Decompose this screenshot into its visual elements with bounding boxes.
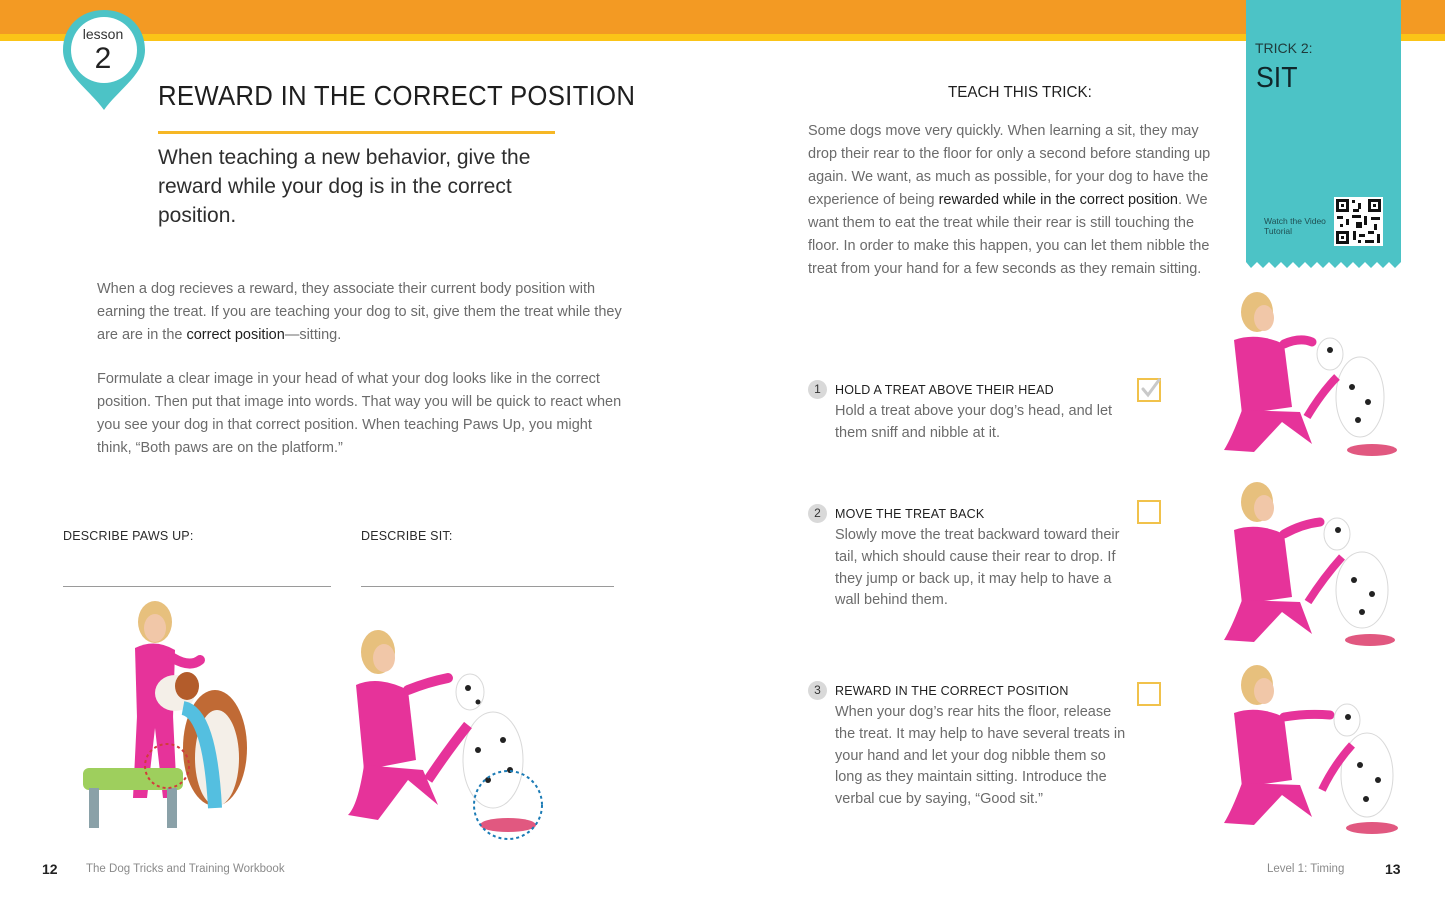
describe-paws-up-label: DESCRIBE PAWS UP: (63, 529, 194, 543)
video-tutorial-note: Watch the Video Tutorial (1264, 216, 1326, 236)
paws-up-photo (75, 598, 265, 843)
step-description-3: When your dog’s rear hits the floor, release the treat. It may help to have several treats in your hand and let your dog nibble them so long as they maintain sitting. Introduce the verbal cue by saying, “Good sit.” (835, 704, 1126, 808)
step-title-1: HOLD A TREAT ABOVE THEIR HEAD (835, 383, 1054, 397)
qr-code-icon[interactable] (1334, 197, 1383, 246)
top-yellow-stripe (0, 34, 1445, 41)
page-number-right: 13 (1385, 861, 1401, 877)
step-3-photo (1212, 665, 1427, 840)
step-number-1: 1 (808, 380, 827, 399)
teach-heading: TEACH THIS TRICK: (948, 84, 1092, 101)
lesson-number: 2 (94, 42, 112, 75)
footer-book-title: The Dog Tricks and Training Workbook (86, 863, 285, 875)
step-number-2: 2 (808, 504, 827, 523)
step-description-2: Slowly move the treat backward toward their tail, which should cause their rear to drop. If they jump or back up, it may help to have a wall behind them. (835, 527, 1120, 609)
sit-photo (328, 630, 558, 845)
page-title: REWARD IN THE CORRECT POSITION (158, 80, 636, 111)
step-title-2: MOVE THE TREAT BACK (835, 507, 985, 521)
trick-name: SIT (1256, 62, 1298, 94)
step-title-3: REWARD IN THE CORRECT POSITION (835, 684, 1069, 698)
page-number-left: 12 (42, 861, 58, 877)
sit-write-line[interactable] (361, 586, 614, 587)
body-paragraph-1: When a dog recieves a reward, they associate their current body position with earning the treat. If you are teaching your dog to sit, give them the treat while they are are in the correct position—sitting. (97, 281, 622, 343)
step-description-1: Hold a treat above your dog’s head, and let them sniff and nibble at it. (835, 403, 1113, 441)
title-underline (158, 131, 555, 134)
lead-paragraph: When teaching a new behavior, give the reward while your dog is in the correct position. (158, 146, 531, 227)
step-1-photo (1212, 292, 1422, 462)
step-checkbox-2[interactable] (1137, 500, 1161, 524)
teach-paragraph: Some dogs move very quickly. When learning a sit, they may drop their rear to the floor for only a second before standing up again. We want, as much as possible, for your dog to have the experience of being rewarded while in the correct position. We want them to eat the treat while their rear is still touching the floor. In order to make this happen, you can let them nibble the treat from your hand for a few seconds as they remain sitting. (808, 123, 1211, 277)
step-checkbox-1[interactable] (1137, 378, 1161, 402)
trick-label: TRICK 2: (1255, 40, 1313, 56)
step-2-photo (1212, 482, 1422, 652)
body-paragraph-2: Formulate a clear image in your head of what your dog looks like in the correct position. Then put that image into words. That way you will be quick to react when you see your dog in that correct position. When teaching Paws Up, you might think, “Both paws are on the platform.” (97, 371, 622, 456)
top-orange-bar (0, 0, 1445, 34)
step-checkbox-3[interactable] (1137, 682, 1161, 706)
checkmark-icon (1139, 378, 1161, 400)
describe-sit-label: DESCRIBE SIT: (361, 529, 453, 543)
paws-up-write-line[interactable] (63, 586, 331, 587)
lesson-label: lesson (82, 26, 124, 42)
step-number-3: 3 (808, 681, 827, 700)
footer-level: Level 1: Timing (1267, 863, 1345, 875)
